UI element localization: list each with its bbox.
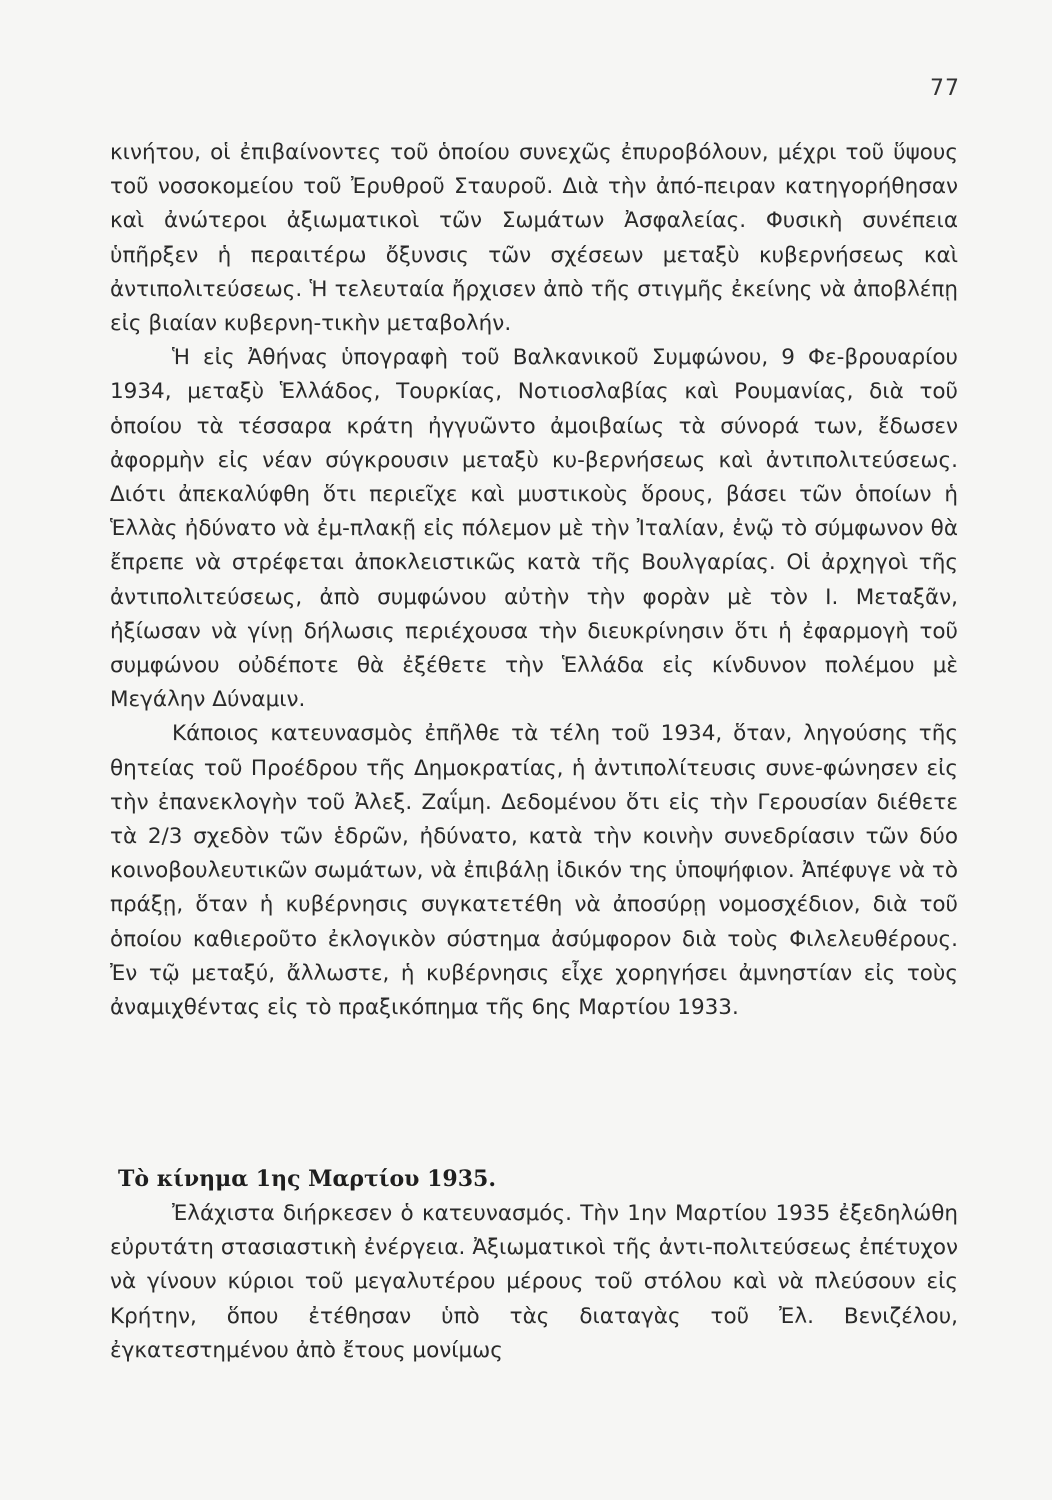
- paragraph-2: Ἡ εἰς Ἀθήνας ὑπογραφὴ τοῦ Βαλκανικοῦ Συμφώνου, 9 Φε-βρουαρίου 1934, μεταξὺ Ἑλλάδος, Τουρκίας, Νοτιοσλαβίας καὶ Ρουμανίας, διὰ τοῦ ὁποίου τὰ τέσσαρα κράτη ἠγγυῶντο ἀμοιβαίως τὰ σύνορά των, ἔδωσεν ἀφορμὴν εἰς νέαν σύγκρουσιν μεταξὺ κυ-βερνήσεως καὶ ἀντιπολιτεύσεως. Διότι ἀπεκαλύφθη ὅτι περιεῖχε καὶ μυστικοὺς ὅρους, βάσει τῶν ὁποίων ἡ Ἑλλὰς ἠδύνατο νὰ ἐμ-πλακῇ εἰς πόλεμον μὲ τὴν Ἰταλίαν, ἐνῷ τὸ σύμφωνον θὰ ἔπρεπε νὰ στρέφεται ἀποκλειστικῶς κατὰ τῆς Βουλγαρίας. Οἱ ἀρχηγοὶ τῆς ἀντιπολιτεύσεως, ἀπὸ συμφώνου αὐτὴν τὴν φορὰν μὲ τὸν Ι. Μεταξᾶν, ἠξίωσαν νὰ γίνῃ δήλωσις περιέχουσα τὴν διευκρίνησιν ὅτι ἡ ἐφαρμογὴ τοῦ συμφώνου οὐδέποτε θὰ ἐξέθετε τὴν Ἑλλάδα εἰς κίνδυνον πολέμου μὲ Μεγάλην Δύναμιν.: [110, 345, 958, 713]
- section-heading: Τὸ κίνημα 1ης Μαρτίου 1935.: [118, 1166, 496, 1192]
- paragraph-4: Ἐλάχιστα διήρκεσεν ὁ κατευνασμός. Τὴν 1ην Μαρτίου 1935 ἐξεδηλώθη εὐρυτάτη στασιαστικὴ ἐνέργεια. Ἀξιωματικοὶ τῆς ἀντι-πολιτεύσεως ἐπέτυχον νὰ γίνουν κύριοι τοῦ μεγαλυτέρου μέρους τοῦ στόλου καὶ νὰ πλεύσουν εἰς Κρήτην, ὅπου ἐτέθησαν ὑπὸ τὰς διαταγὰς τοῦ Ἐλ. Βενιζέλου, ἐγκατεστημένου ἀπὸ ἔτους μονίμως: [110, 1201, 958, 1363]
- page-number: 77: [930, 76, 960, 101]
- section-text: [110, 1197, 958, 1368]
- paragraph-3: Κάποιος κατευνασμὸς ἐπῆλθε τὰ τέλη τοῦ 1934, ὅταν, ληγούσης τῆς θητείας τοῦ Προέδρου τῆς Δημοκρατίας, ἡ ἀντιπολίτευσις συνε-φώνησεν εἰς τὴν ἐπανεκλογὴν τοῦ Ἀλεξ. Ζαΐμη. Δεδομένου ὅτι εἰς τὴν Γερουσίαν διέθετε τὰ 2/3 σχεδὸν τῶν ἑδρῶν, ἠδύνατο, κατὰ τὴν κοινὴν συνεδρίασιν τῶν δύο κοινοβουλευτικῶν σωμάτων, νὰ ἐπιβάλῃ ἰδικόν της ὑποψήφιον. Ἀπέφυγε νὰ τὸ πράξῃ, ὅταν ἡ κυβέρνησις συγκατετέθη νὰ ἀποσύρῃ νομοσχέδιον, διὰ τοῦ ὁποίου καθιεροῦτο ἐκλογικὸν σύστημα ἀσύμφορον διὰ τοὺς Φιλελευθέρους. Ἐν τῷ μεταξύ, ἄλλωστε, ἡ κυβέρνησις εἶχε χορηγήσει ἀμνηστίαν εἰς τοὺς ἀναμιχθέντας εἰς τὸ πραξικόπημα τῆς 6ης Μαρτίου 1933.: [110, 721, 958, 1021]
- paragraph-1: κινήτου, οἱ ἐπιβαίνοντες τοῦ ὁποίου συνεχῶς ἐπυροβόλουν, μέχρι τοῦ ὕψους τοῦ νοσοκομείου τοῦ Ἐρυθροῦ Σταυροῦ. Διὰ τὴν ἀπό-πειραν κατηγορήθησαν καὶ ἀνώτεροι ἀξιωματικοὶ τῶν Σωμάτων Ἀσφαλείας. Φυσικὴ συνέπεια ὑπῆρξεν ἡ περαιτέρω ὄξυνσις τῶν σχέσεων μεταξὺ κυβερνήσεως καὶ ἀντιπολιτεύσεως. Ἡ τελευταία ἤρχισεν ἀπὸ τῆς στιγμῆς ἐκείνης νὰ ἀποβλέπῃ εἰς βιαίαν κυβερνη-τικὴν μεταβολήν.: [110, 140, 958, 337]
- main-text: [110, 136, 958, 1025]
